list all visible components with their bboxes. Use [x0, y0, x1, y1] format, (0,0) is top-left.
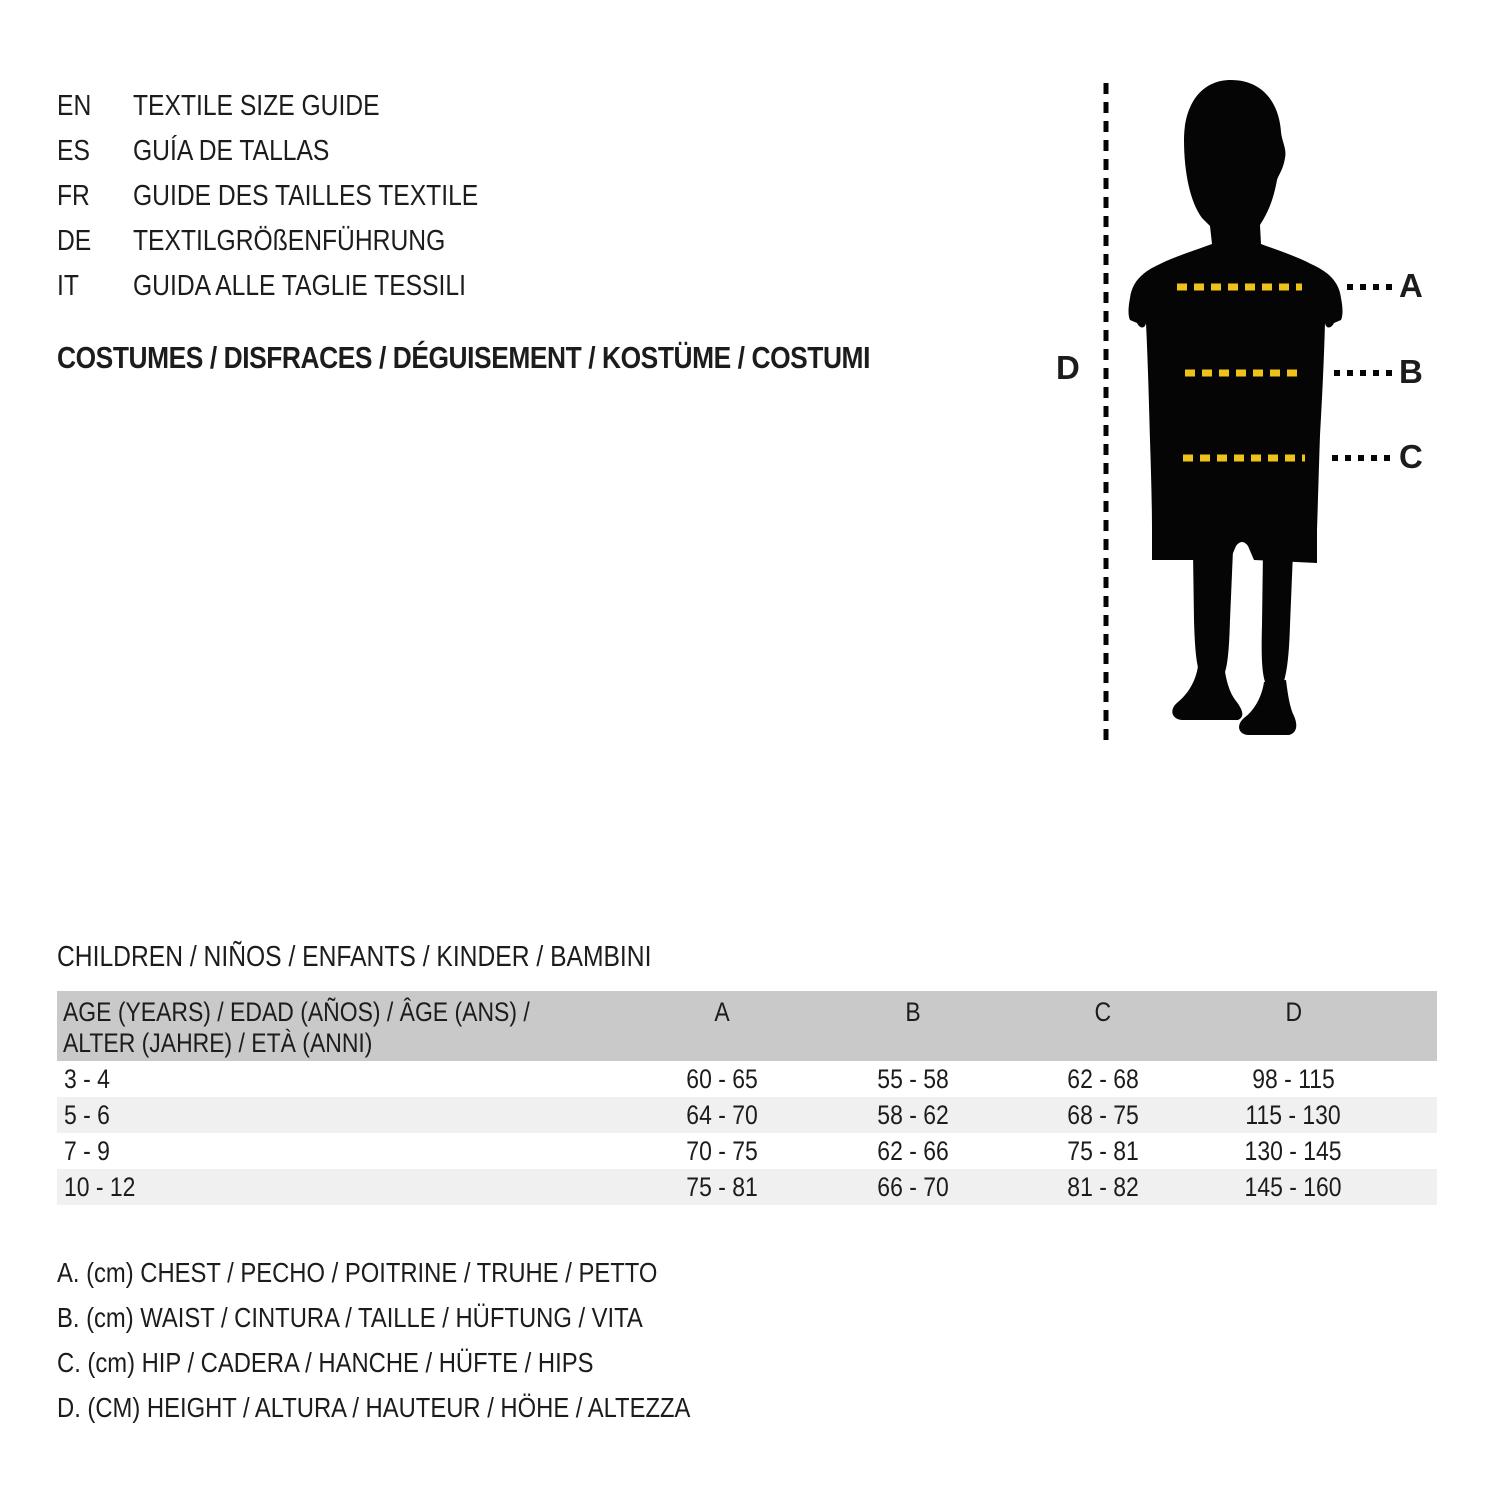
height-cell: 130 - 145 [1244, 1136, 1342, 1166]
language-row-en [57, 84, 539, 129]
waist-cell: 58 - 62 [876, 1100, 949, 1130]
language-label: GUÍA DE TALLAS [133, 135, 330, 167]
height-cell: 115 - 130 [1245, 1100, 1342, 1130]
silhouette-right-leg [1262, 550, 1293, 688]
row-spacer [1389, 1133, 1437, 1169]
legend-item-waist: B. (cm) WAIST / CINTURA / TAILLE / HÜFTUNG / VITA [57, 1302, 643, 1333]
age-column-header: AGE (YEARS) / EDAD (AÑOS) / ÂGE (ANS) / ALTER (JAHRE) / ETÀ (ANNI) [57, 991, 627, 1061]
row-spacer [1389, 1097, 1437, 1133]
height-cell: 98 - 115 [1252, 1064, 1335, 1094]
age-cell: 7 - 9 [64, 1136, 110, 1166]
column-header-c: C [1008, 991, 1198, 1061]
chest-cell: 64 - 70 [686, 1100, 758, 1130]
age-cell: 10 - 12 [64, 1172, 136, 1202]
measurement-legend [57, 1250, 802, 1430]
silhouette-right-shoe [1239, 680, 1296, 735]
hip-cell: 81 - 82 [1067, 1172, 1139, 1202]
language-label: GUIDA ALLE TAGLIE TESSILI [133, 270, 466, 302]
language-code: FR [57, 180, 90, 212]
waist-cell: 55 - 58 [876, 1064, 949, 1094]
language-label: TEXTILGRÖßENFÜHRUNG [133, 225, 446, 257]
row-spacer [1389, 1061, 1437, 1097]
chest-cell: 60 - 65 [686, 1064, 758, 1094]
size-table-header-row [57, 991, 1437, 1061]
column-header-b: B [817, 991, 1007, 1061]
height-measure-label: D [1056, 349, 1080, 386]
children-section-heading: CHILDREN / NIÑOS / ENFANTS / KINDER / BAMBINI [57, 941, 652, 973]
hip-measure-label: C [1399, 438, 1423, 475]
language-label: TEXTILE SIZE GUIDE [133, 90, 380, 122]
chest-cell: 75 - 81 [686, 1172, 758, 1202]
language-code: IT [57, 270, 79, 302]
table-row [57, 1169, 1437, 1205]
row-spacer [1389, 1169, 1437, 1205]
language-row-de [57, 219, 539, 264]
age-cell: 5 - 6 [64, 1100, 110, 1130]
language-code: DE [57, 225, 92, 257]
size-table [57, 991, 1437, 1205]
legend-item-height: D. (CM) HEIGHT / ALTURA / HAUTEUR / HÖHE / ALTEZZA [57, 1392, 691, 1423]
child-silhouette-icon [1129, 80, 1343, 735]
language-list [57, 84, 539, 309]
category-line: COSTUMES / DISFRACES / DÉGUISEMENT / KOSTÜME / COSTUMI [57, 340, 870, 375]
language-code: EN [57, 90, 92, 122]
column-header-d: D [1198, 991, 1388, 1061]
age-cell: 3 - 4 [64, 1064, 110, 1094]
waist-measure-label: B [1399, 353, 1423, 390]
chest-cell: 70 - 75 [686, 1136, 758, 1166]
language-row-es [57, 129, 539, 174]
header-spacer [1389, 991, 1437, 1061]
column-header-a: A [627, 991, 817, 1061]
hip-cell: 62 - 68 [1067, 1064, 1139, 1094]
legend-item-hip: C. (cm) HIP / CADERA / HANCHE / HÜFTE / HIPS [57, 1347, 594, 1378]
waist-cell: 62 - 66 [876, 1136, 949, 1166]
silhouette-left-leg [1193, 550, 1233, 678]
table-row [57, 1061, 1437, 1097]
chest-measure-label: A [1399, 267, 1423, 304]
hip-cell: 75 - 81 [1067, 1136, 1139, 1166]
language-row-fr [57, 174, 539, 219]
table-row [57, 1133, 1437, 1169]
silhouette-left-shoe [1172, 665, 1242, 720]
waist-cell: 66 - 70 [876, 1172, 949, 1202]
child-measurement-diagram [1040, 60, 1470, 760]
hip-cell: 68 - 75 [1067, 1100, 1139, 1130]
height-cell: 145 - 160 [1244, 1172, 1342, 1202]
table-row [57, 1097, 1437, 1133]
language-label: GUIDE DES TAILLES TEXTILE [133, 180, 479, 212]
legend-item-chest: A. (cm) CHEST / PECHO / POITRINE / TRUHE / PETTO [57, 1257, 658, 1288]
silhouette-body [1129, 80, 1343, 563]
language-row-it [57, 264, 539, 309]
language-code: ES [57, 135, 90, 167]
